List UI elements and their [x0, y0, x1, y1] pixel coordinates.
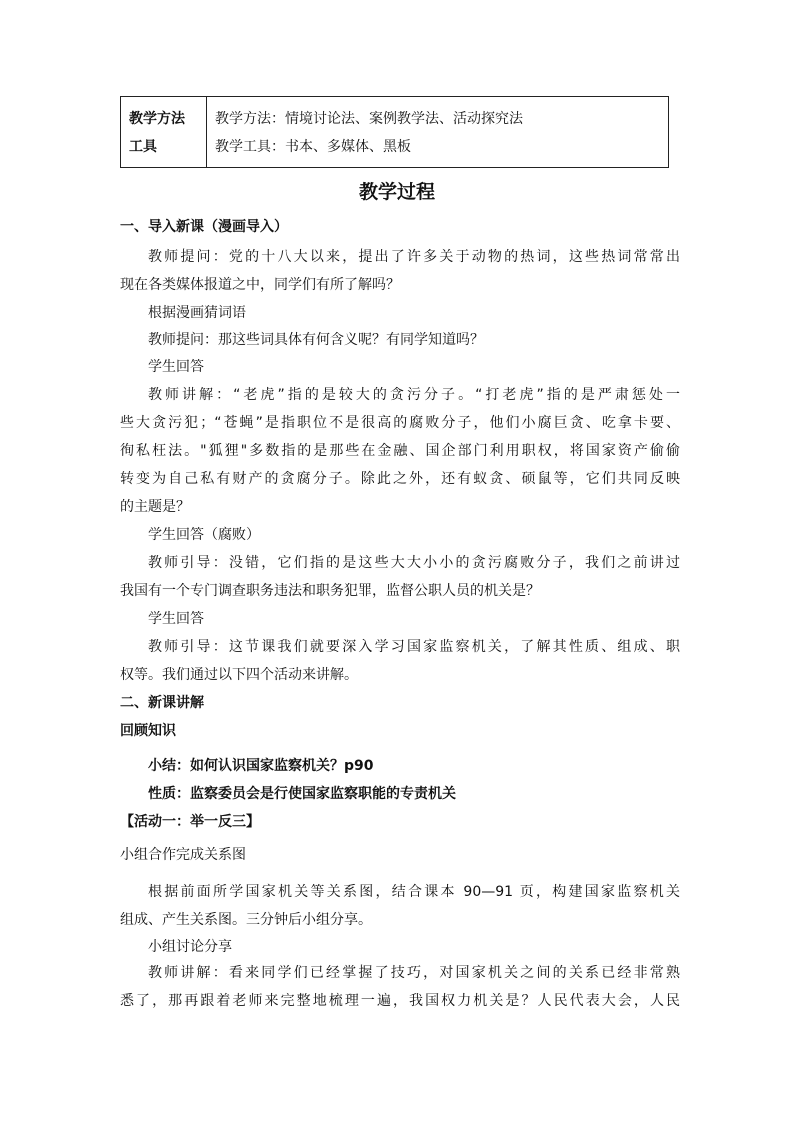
paragraph-line: 权等。我们通过以下四个活动来讲解。 — [120, 667, 358, 683]
table-header-line-2: 工具 — [129, 139, 157, 155]
table-header-line-1: 教学方法 — [129, 111, 185, 127]
paragraph-line: 根据漫画猜词语 — [148, 305, 246, 321]
paragraph-line: 组成、产生关系图。三分钟后小组分享。 — [120, 912, 372, 928]
paragraph-line: 教师讲解：看来同学们已经掌握了技巧，对国家机关之间的关系已经非常熟 — [148, 965, 680, 981]
summary-line: 小结：如何认识国家监察机关？p90 — [148, 758, 374, 774]
method-tools-table — [120, 96, 669, 168]
paragraph-line: 悉了，那再跟着老师来完整地梳理一遍，我国权力机关是？人民代表大会，人民 — [120, 993, 680, 1009]
paragraph-line: 学生回答（腐败） — [148, 527, 260, 543]
paragraph-line: 学生回答 — [148, 611, 204, 627]
paragraph-line: 我国有一个专门调查职务违法和职务犯罪，监督公职人员的机关是？ — [120, 583, 540, 599]
paragraph-line: 教师提问：党的十八大以来，提出了许多关于动物的热词，这些热词常常出 — [148, 249, 680, 265]
paragraph-line: 现在各类媒体报道之中，同学们有所了解吗？ — [120, 277, 400, 293]
paragraph-line: 些大贪污犯；“苍蝇”是指职位不是很高的腐败分子，他们小腐巨贪、吃拿卡要、 — [120, 415, 680, 431]
paragraph-line: 教师引导：没错，它们指的是这些大大小小的贪污腐败分子，我们之前讲过 — [148, 555, 680, 571]
teaching-tools-text: 教学工具：书本、多媒体、黑板 — [215, 139, 411, 155]
table-content-cell — [207, 97, 668, 167]
nature-line: 性质：监察委员会是行使国家监察职能的专责机关 — [148, 786, 456, 802]
paragraph-line: 小组讨论分享 — [148, 939, 232, 955]
paragraph-line: 转变为自己私有财产的贪腐分子。除此之外，还有蚁贪、硕鼠等，它们共同反映 — [120, 471, 680, 487]
table-header-cell — [121, 97, 207, 167]
paragraph-line: 徇私枉法。"狐狸"多数指的是那些在金融、国企部门利用职权，将国家资产偷偷 — [120, 443, 680, 459]
activity-one-heading: 【活动一：举一反三】 — [120, 814, 260, 830]
paragraph-line: 教师引导：这节课我们就要深入学习国家监察机关，了解其性质、组成、职 — [148, 639, 680, 655]
paragraph-line: 小组合作完成关系图 — [120, 847, 246, 863]
subheading-review: 回顾知识 — [120, 723, 176, 739]
teaching-methods-text: 教学方法：情境讨论法、案例教学法、活动探究法 — [215, 111, 523, 127]
paragraph-line: 教师讲解：“老虎”指的是较大的贪污分子。“打老虎”指的是严肃惩处一 — [148, 387, 680, 403]
section-heading-intro: 一、导入新课（漫画导入） — [120, 219, 288, 235]
paragraph-line: 学生回答 — [148, 359, 204, 375]
page-title: 教学过程 — [358, 181, 435, 203]
paragraph-line: 根据前面所学国家机关等关系图，结合课本 90—91 页，构建国家监察机关 — [148, 884, 680, 900]
paragraph-line: 教师提问：那这些词具体有何含义呢？有同学知道吗？ — [148, 332, 484, 348]
section-heading-new-lesson: 二、新课讲解 — [120, 695, 204, 711]
paragraph-line: 的主题是？ — [120, 499, 190, 515]
